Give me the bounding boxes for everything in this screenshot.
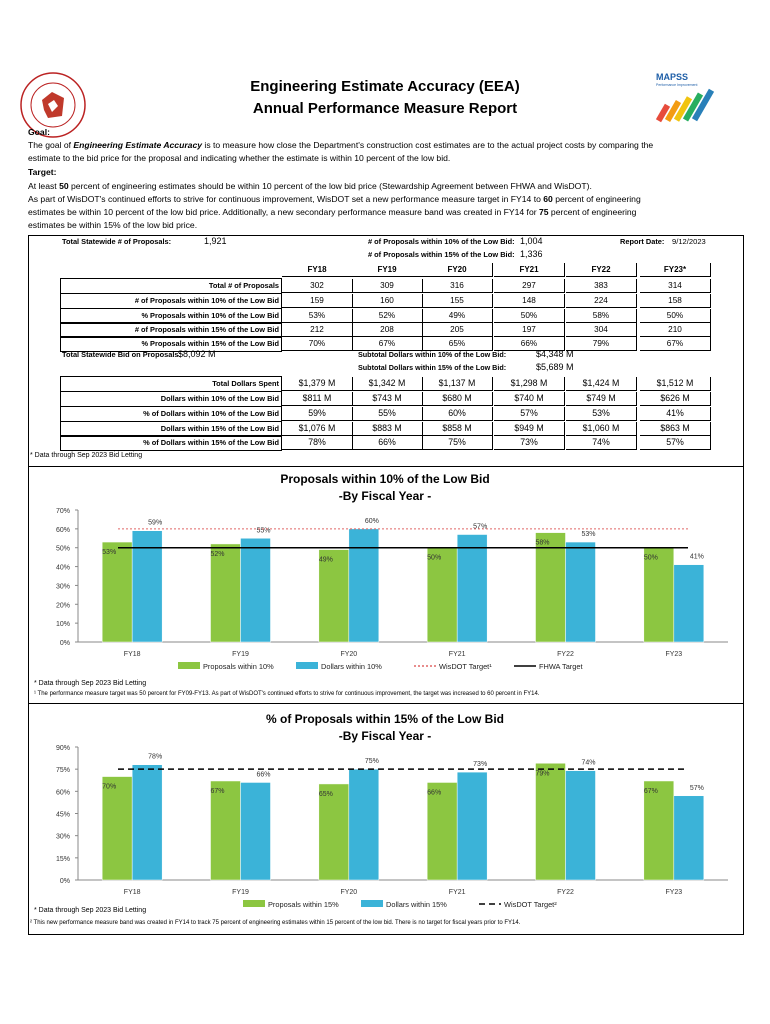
table-cell: 304	[566, 323, 637, 337]
data-label: 66%	[256, 771, 271, 779]
data-label: 57%	[689, 784, 704, 792]
bar	[457, 772, 487, 880]
data-label: 59%	[148, 519, 163, 527]
table-cell: 314	[640, 279, 711, 293]
table-cell: 205	[422, 323, 493, 337]
x-tick-label: FY20	[340, 889, 358, 896]
bar	[132, 765, 162, 880]
target-text-line4: estimates be within 15% of the low bid price.	[28, 220, 198, 230]
table-cell: 52%	[352, 309, 423, 323]
data-label: 49%	[318, 556, 333, 564]
table-cell: 66%	[494, 337, 565, 351]
y-tick-label: 30%	[55, 833, 70, 841]
x-tick-label: FY22	[557, 651, 574, 658]
goal-text-line2: estimate to the bid price for the proposal and indicating whether the estimate is within 10 percent of the low bid.	[28, 153, 451, 163]
table-cell: $858 M	[422, 422, 493, 436]
table-cell: $863 M	[640, 422, 711, 436]
y-tick-label: 40%	[55, 564, 70, 572]
bar	[211, 781, 241, 880]
bar	[566, 771, 596, 880]
table-cell: 66%	[352, 436, 423, 450]
y-tick-label: 60%	[55, 526, 70, 534]
table-cell: 50%	[494, 309, 565, 323]
table-cell: $743 M	[352, 392, 423, 406]
target-text-line2: As part of WisDOT's continued efforts to strive for continuous improvement, WisDOT set a new performance measure target in FY14 to 60 percent of engineering	[28, 194, 641, 204]
total-bid-value: $8,092 M	[178, 349, 216, 359]
data-label: 53%	[102, 549, 117, 557]
table-row-label: % Proposals within 15% of the Low Bid	[60, 336, 282, 352]
table-cell: 158	[640, 294, 711, 308]
y-tick-label: 0%	[59, 878, 70, 885]
table-row-label: Total Dollars Spent	[60, 376, 282, 392]
table-cell: 53%	[566, 407, 637, 421]
data-label: 41%	[689, 553, 704, 561]
legend-swatch	[361, 900, 383, 907]
table-cell: 148	[494, 294, 565, 308]
within15-label: # of Proposals within 15% of the Low Bid:	[368, 250, 515, 259]
table-cell: 383	[566, 279, 637, 293]
chart1-footnote1: * Data through Sep 2023 Bid Letting	[34, 680, 147, 687]
x-tick-label: FY18	[123, 889, 141, 896]
within10-label: # of Proposals within 10% of the Low Bid:	[368, 237, 515, 246]
data-label: 57%	[473, 523, 488, 531]
table-cell: $626 M	[640, 392, 711, 406]
target-text-line1: At least 50 percent of engineering estimates should be within 10 percent of the low bid price (Stewardship Agreement between FHWA and WisDOT).	[28, 181, 592, 191]
data-label: 73%	[473, 761, 488, 769]
data-label: 50%	[643, 554, 658, 562]
table-year-header: FY21	[494, 263, 565, 277]
table-cell: 79%	[566, 337, 637, 351]
table-cell: $1,298 M	[494, 377, 565, 391]
table-cell: 50%	[640, 309, 711, 323]
table-cell: $749 M	[566, 392, 637, 406]
y-tick-label: 45%	[55, 811, 70, 819]
goal-text-line1: The goal of Engineering Estimate Accuracy is to measure how close the Department's construction cost estimates are to the actual project costs by comparing the	[28, 140, 654, 150]
table-cell: 49%	[422, 309, 493, 323]
chart2-footnote2: ² This new performance measure band was created in FY14 to track 75 percent of engineering estimates within 15 percent of the low bid. There is no target for fiscal years prior to FY14.	[30, 920, 521, 926]
legend-label: WisDOT Target²	[504, 900, 557, 909]
bar	[674, 796, 704, 880]
table-row-label: Dollars within 10% of the Low Bid	[60, 391, 282, 407]
report-date-label: Report Date:	[620, 237, 665, 246]
table-cell: 297	[494, 279, 565, 293]
bar	[644, 548, 674, 642]
table-cell: 41%	[640, 407, 711, 421]
chart2-title: % of Proposals within 15% of the Low Bid	[265, 712, 504, 726]
table-cell: 67%	[352, 337, 423, 351]
table-row-label: Total # of Proposals	[60, 278, 282, 294]
bar	[536, 533, 566, 642]
legend-swatch	[296, 662, 318, 669]
table-row-label: % Proposals within 10% of the Low Bid	[60, 308, 282, 324]
table-cell: 70%	[282, 337, 353, 351]
table-cell: 74%	[566, 436, 637, 450]
table-cell: 212	[282, 323, 353, 337]
table-row-label: Dollars within 15% of the Low Bid	[60, 421, 282, 437]
table-cell: $1,137 M	[422, 377, 493, 391]
data-label: 66%	[427, 789, 442, 797]
report-title-line1: Engineering Estimate Accuracy (EEA)	[250, 78, 520, 95]
data-label: 78%	[148, 753, 163, 761]
within15-value: 1,336	[520, 249, 543, 259]
data-label: 60%	[364, 517, 379, 525]
table-cell: 59%	[282, 407, 353, 421]
bar	[536, 763, 566, 880]
y-tick-label: 20%	[55, 602, 70, 610]
report-title-line2: Annual Performance Measure Report	[252, 100, 518, 117]
table-cell: 65%	[422, 337, 493, 351]
data-label: 67%	[643, 787, 658, 795]
y-tick-label: 70%	[55, 508, 70, 515]
chart1-svg	[28, 505, 742, 675]
data-label: 50%	[427, 554, 442, 562]
table-cell: 159	[282, 294, 353, 308]
bar	[241, 782, 271, 880]
legend-label: Proposals within 10%	[203, 662, 274, 671]
y-tick-label: 50%	[55, 545, 70, 553]
table-cell: 160	[352, 294, 423, 308]
chart2-svg	[28, 742, 742, 912]
x-tick-label: FY21	[448, 889, 466, 896]
table-year-header: FY19	[352, 263, 423, 277]
data-label: 53%	[581, 531, 596, 539]
x-tick-label: FY19	[232, 651, 249, 658]
table-cell: $883 M	[352, 422, 423, 436]
legend-swatch	[243, 900, 265, 907]
y-tick-label: 30%	[55, 583, 70, 591]
table-cell: $811 M	[282, 392, 353, 406]
table-cell: 58%	[566, 309, 637, 323]
table-cell: 210	[640, 323, 711, 337]
data-label: 65%	[318, 790, 333, 798]
y-tick-label: 60%	[55, 789, 70, 797]
legend-swatch	[178, 662, 200, 669]
table-cell: 60%	[422, 407, 493, 421]
x-tick-label: FY19	[232, 889, 249, 896]
table-cell: $740 M	[494, 392, 565, 406]
chart1-title: Proposals within 10% of the Low Bid	[280, 472, 490, 486]
y-tick-label: 90%	[55, 745, 70, 752]
table-year-header: FY18	[282, 263, 353, 277]
data-label: 55%	[256, 527, 271, 535]
bar	[644, 781, 674, 880]
table-cell: 78%	[282, 436, 353, 450]
y-tick-label: 15%	[55, 855, 70, 863]
table-cell: 55%	[352, 407, 423, 421]
subtotal15-label: Subtotal Dollars within 15% of the Low Bid:	[358, 363, 507, 372]
table-cell: $949 M	[494, 422, 565, 436]
svg-text:Performance Improvement: Performance Improvement	[656, 83, 698, 87]
total-proposals-label: Total Statewide # of Proposals:	[62, 237, 172, 246]
table-cell: 208	[352, 323, 423, 337]
table-row-label: # of Proposals within 10% of the Low Bid	[60, 293, 282, 309]
y-tick-label: 10%	[55, 621, 70, 629]
table-cell: $1,342 M	[352, 377, 423, 391]
data-label: 79%	[535, 770, 550, 778]
x-tick-label: FY23	[665, 889, 683, 896]
bar	[427, 782, 457, 880]
table-cell: 53%	[282, 309, 353, 323]
bar	[457, 535, 487, 642]
bar	[319, 784, 349, 880]
total-bid-label: Total Statewide Bid on Proposals:	[62, 350, 181, 359]
table-cell: $1,379 M	[282, 377, 353, 391]
table-cell: 73%	[494, 436, 565, 450]
data-label: 52%	[210, 550, 225, 558]
data-label: 75%	[364, 758, 379, 766]
legend-label: Proposals within 15%	[268, 900, 339, 909]
bar	[674, 565, 704, 642]
table-cell: 67%	[640, 337, 711, 351]
table-cell: 224	[566, 294, 637, 308]
legend-label: FHWA Target	[539, 662, 583, 671]
table-row-label: % of Dollars within 10% of the Low Bid	[60, 406, 282, 422]
chart2-subtitle: -By Fiscal Year -	[338, 729, 432, 743]
table-cell: 197	[494, 323, 565, 337]
data-label: 67%	[210, 787, 225, 795]
table-cell: 302	[282, 279, 353, 293]
bar	[349, 529, 379, 642]
table-cell: 316	[422, 279, 493, 293]
data-label: 58%	[535, 539, 550, 547]
bar	[102, 542, 132, 642]
bar	[241, 538, 271, 642]
subtotal10-label: Subtotal Dollars within 10% of the Low Bid:	[358, 350, 507, 359]
bar	[102, 777, 132, 880]
within10-value: 1,004	[520, 236, 543, 246]
target-heading: Target:	[28, 167, 57, 177]
bar	[211, 544, 241, 642]
y-tick-label: 0%	[59, 640, 70, 647]
mapss-logo-text: MAPSS	[656, 72, 689, 82]
table-cell: $1,512 M	[640, 377, 711, 391]
table-year-header: FY23*	[640, 263, 711, 277]
chart2-footnote1: * Data through Sep 2023 Bid Letting	[34, 907, 147, 914]
subtotal15-value: $5,689 M	[536, 362, 574, 372]
table-footnote: * Data through Sep 2023 Bid Letting	[30, 452, 143, 459]
table-cell: $1,076 M	[282, 422, 353, 436]
y-tick-label: 75%	[55, 767, 70, 775]
table-cell: $1,060 M	[566, 422, 637, 436]
legend-label: Dollars within 10%	[321, 662, 382, 671]
table-row-label: % of Dollars within 15% of the Low Bid	[60, 435, 282, 451]
chart1-subtitle: -By Fiscal Year -	[338, 489, 432, 503]
total-proposals-value: 1,921	[204, 236, 227, 246]
x-tick-label: FY21	[448, 651, 466, 658]
table-year-header: FY20	[422, 263, 493, 277]
bar	[427, 548, 457, 642]
report-date-value: 9/12/2023	[672, 237, 706, 246]
legend-label: WisDOT Target¹	[439, 662, 492, 671]
goal-heading: Goal:	[28, 127, 50, 137]
table-cell: 309	[352, 279, 423, 293]
table-cell: 75%	[422, 436, 493, 450]
bar	[349, 769, 379, 880]
target-text-line3: estimates be within 10 percent of the low bid price. Additionally, a new secondary performance measure band was created in FY14 for 75 percent of engineering	[28, 207, 637, 217]
x-tick-label: FY23	[665, 651, 683, 658]
table-cell: $1,424 M	[566, 377, 637, 391]
bar	[566, 542, 596, 642]
x-tick-label: FY18	[123, 651, 141, 658]
legend-label: Dollars within 15%	[386, 900, 447, 909]
table-cell: $680 M	[422, 392, 493, 406]
table-year-header: FY22	[566, 263, 637, 277]
table-row-label: # of Proposals within 15% of the Low Bid	[60, 322, 282, 338]
x-tick-label: FY20	[340, 651, 358, 658]
x-tick-label: FY22	[557, 889, 574, 896]
table-cell: 57%	[494, 407, 565, 421]
table-cell: 57%	[640, 436, 711, 450]
chart1-footnote2: ¹ The performance measure target was 50 percent for FY09-FY13. As part of WisDOT's continued efforts to strive for continuous improvement, the target was increased to 60 percent in FY14.	[34, 691, 540, 697]
subtotal10-value: $4,348 M	[536, 349, 574, 359]
data-label: 74%	[581, 759, 596, 767]
data-label: 70%	[102, 783, 117, 791]
table-cell: 155	[422, 294, 493, 308]
